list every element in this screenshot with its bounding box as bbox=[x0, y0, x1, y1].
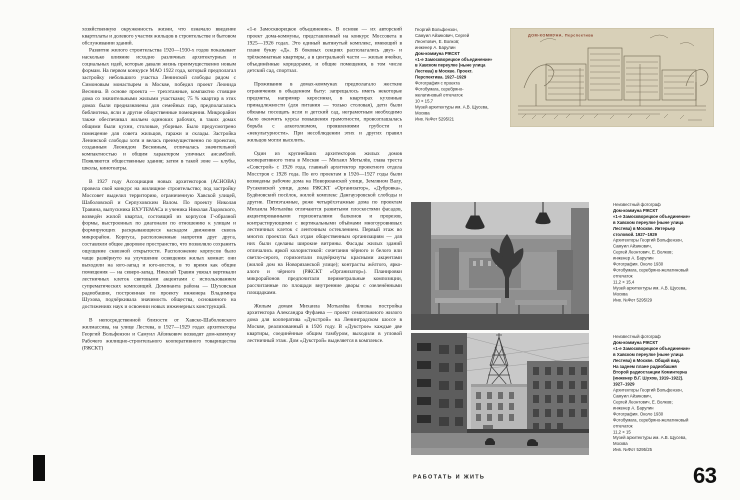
caption-line: (инженер В.Г. Шухов, 1919–1922). bbox=[613, 375, 684, 381]
print-mark bbox=[33, 455, 45, 481]
caption-line: Лестева) в Москве. Интерьер bbox=[613, 225, 676, 231]
caption-line: Инв. №Фот 5295/29 bbox=[613, 297, 652, 303]
caption-middle bbox=[613, 202, 739, 310]
caption-line: Музей архитектуры им. А.В. Щусева, bbox=[613, 435, 687, 441]
caption-line: Архитекторы Георгий Вольфензон, bbox=[613, 387, 683, 393]
caption-line: Перспектива. 1927–1929 bbox=[415, 74, 467, 80]
caption-line: Сергей Леонтович, Е. Волков; bbox=[613, 399, 673, 405]
left-page-column-1 bbox=[82, 26, 236, 420]
running-footer-text: РАБОТАТЬ И ЖИТЬ bbox=[413, 474, 486, 480]
street-view-shukhov-tower-photo bbox=[411, 333, 589, 455]
paragraph: В непосредственной близости от Хавско-Шаболовского жилмассива, на улице Лестева, в 1927—1929 годах архитекторы Георгий Вольфензон и Самуил Айзикович возводят дом-коммуну Рабочего жилищно-строительного кооперативного товарищества (РЖСКТ) bbox=[82, 317, 236, 351]
caption-line: отпечаток bbox=[613, 273, 633, 279]
column-2-text bbox=[247, 26, 402, 344]
caption-line: Москва bbox=[613, 441, 628, 447]
caption-line: «1-е Замоскворецкое объединение» bbox=[613, 345, 691, 351]
caption-line: Фотобумага, серебряно-желатиновый bbox=[613, 267, 689, 273]
caption-line: желатиновый отпечаток bbox=[415, 92, 463, 98]
caption-line: 10 × 15,7 bbox=[415, 98, 434, 104]
left-page-column-2 bbox=[247, 26, 402, 434]
caption-line: 1927–1929 bbox=[613, 381, 635, 387]
caption-line: столовой. 1927–1929 bbox=[613, 231, 657, 237]
caption-line: Инв. №Фот 5295/21 bbox=[415, 116, 454, 122]
caption-top bbox=[415, 27, 507, 127]
caption-line: Архитекторы Георгий Вольфензон, bbox=[613, 237, 683, 243]
caption-bottom bbox=[613, 334, 739, 460]
caption-line: Фотография. Около 1930 bbox=[613, 261, 664, 267]
caption-line: Фотобумага, серебряно-желатиновый bbox=[613, 417, 689, 423]
caption-line: Георгий Вольфензон, bbox=[415, 27, 458, 32]
caption-line: в Хавском переулке (ныне улица bbox=[613, 219, 684, 225]
caption-line: Второй радиостанции Коминтерна bbox=[613, 369, 688, 375]
caption-line: Леонтович, Е. Волков; bbox=[415, 38, 460, 44]
caption-middle-lines bbox=[613, 202, 739, 303]
caption-line: Неизвестный фотограф bbox=[613, 202, 661, 207]
caption-line: в Хавском переулке (ныне улица bbox=[415, 62, 486, 68]
caption-line: Музей архитектуры им. А.В. Щусева, bbox=[415, 104, 489, 110]
dining-hall-interior-photo bbox=[411, 202, 589, 330]
caption-line: в Хавском переулке (ныне улица bbox=[613, 351, 684, 357]
paragraph: Проживание в домах-коммунах предполагало жесткие ограничения в обыденном быту: запрещалось иметь некоторые предметы, например керосинки, в квартирах кухонные принадлежности (для питания — только столовая), дети были обязаны посещать ясли и детский сад, неграмотным необходимо было окончить курсы повышения грамотности, провозглашалась борьба с алкоголизмом, проявлениями грубости и «некультурности». При несоблюдении этих и других правил жильцов могли выселить. bbox=[247, 81, 402, 143]
column-1-text bbox=[82, 26, 236, 352]
caption-line: «1-е Замоскворецкое объединение» bbox=[613, 213, 691, 219]
caption-line: Самуил Айзикович, bbox=[613, 393, 652, 399]
paragraph: Развитие жилого строительства 1920—1930-х годов показывает насколько влияние исходно различных архитектурных и социальных идей, которые давали жизнь преимущественно новым формам. На первом конкурсе МАО 1922 года, который предполагал застройку небольшого участка Ленинской слободы рядом с Симоновым монастырем в Москве, победил проект Леонида Веснина. В основе проекта — трехэтажные, компактно стоящие дома со значительными жилыми участками; 75 % квартир в этих домах были предназначены для семейных пар, предполагались библиотека, ясли и другие общественные помещения. Микрорайон также обеспечивал жильем одиноких рабочих, в таких домах общими были кухни, столовые, уборные. Было предусмотрено помещение для совета жильцов, гаражи и склады. Застройка Ленинской слободы хотя и велась преимущественно по проектам, созданным Леонидом Весниным, отличалась значительной компактностью и общим характером уличных ансамблей. Появляются общественные здания; затем в такой зоне — клубы, школы, кинотеатры. bbox=[82, 47, 236, 172]
caption-line: 11,2 × 15,4 bbox=[613, 279, 635, 285]
caption-line: 11,2 × 15 bbox=[613, 429, 631, 435]
caption-line: Фотография с проекта bbox=[415, 80, 460, 86]
caption-line: Дом-коммуна РЖСКТ bbox=[613, 339, 658, 345]
dom-kommuna-perspective-drawing bbox=[510, 28, 714, 127]
caption-top-lines bbox=[415, 27, 507, 122]
caption-line: Фотография. Около 1930 bbox=[613, 411, 664, 417]
caption-line: Лестева) в Москве. Проект. bbox=[415, 68, 473, 74]
paragraph: «1-е Замоскворецкое объединение». В основе — их авторский проект дома-коммуны, представленный на конкурс Моссовета в 1925—1926 годах. Это единый вытянутый комплекс, имеющий в плане букву «Д». В боковых секциях располагались двух- и трёхкомнатные квартиры, а в центральной части — жилые ячейки, объединённые коридорами, и общие помещения, в том числе детский сад, спортзал. bbox=[247, 26, 402, 74]
caption-line: отпечаток bbox=[613, 423, 633, 429]
caption-line: Лестева) в Москве. Общий вид. bbox=[613, 357, 681, 363]
paragraph: Жилым домам Михаила Мотылёва близка постройка архитектора Александра Фуфаева — проект семиэтажного жилого дома для кооператива «Дукстрой» на Ленинградском шоссе в Москве, реализованный в 1926 году. В «Дукстрое» каждые две квартиры, соединённые общим тамбуром, выходили в угловой лестничный этаж. Дом «Дукстрой» выделяется в комплексе. bbox=[247, 303, 402, 344]
caption-line: Неизвестный фотограф bbox=[613, 334, 661, 339]
caption-line: Дом-коммуна РЖСКТ bbox=[613, 207, 658, 213]
caption-line: Самуил Айзикович, bbox=[613, 243, 652, 249]
caption-line: инженер А. Барулин bbox=[415, 44, 456, 50]
caption-line: На заднем плане радиобашня bbox=[613, 363, 677, 369]
running-footer-title bbox=[413, 474, 593, 484]
drawing-title-text: ДОМ-КОММУНА. Перспектива bbox=[528, 33, 594, 38]
caption-line: Самуил Айзикович, Сергей bbox=[415, 32, 470, 38]
drawing-title-label bbox=[528, 33, 648, 41]
paragraph: Один из крупнейших архитекторов жилых домов кооперативного типа в Москве — Михаил Мотылёв, глава треста «Совстрой» с 1926 года, главный архитектор проектного отдела Мосстроя с 1928 года. По его проектам в 1926—1927 годы были возведены рабочие дома на Новорязанской улице, Земляном Валу, Русаковской улице, дома РЖСКТ «Организатор», «Дубровка», Будёновский посёлок, жилой комплекс Дангауэровской слободы и другие. Пятиэтажные, реже четырёхэтажные дома по проектам Михаила Мотылёва отличаются развитыми плоскостями фасадов, акцентированными горизонталями балконов и прорезов, контрастирующими с вертикальными объёмами многоуровневых лестничных клеток с ленточным остеклением. Первый этаж во многих проектах был отдан общественным организациям — для них были сделаны широкие витрины. Фасады жилых зданий отличались яркой колористикой: сочетания чёрного и белого или светло-серого, горизонтали подчёркнуты красными акцентами (жилой дом на Новорязанской улице); контрасты жёлтого, ярко-алого и чёрного (РЖСКТ «Организатор»). Планировки микрорайонов предпочитали периметральные композиции, рассчитанные по площади внутренние дворы с озеленёнными площадками. bbox=[247, 150, 402, 296]
caption-line: Музей архитектуры им. А.В. Щусева, bbox=[613, 285, 687, 291]
caption-bottom-lines bbox=[613, 334, 739, 453]
page-number: 63 bbox=[693, 463, 717, 488]
caption-line: Фотобумага, серебряно- bbox=[415, 86, 464, 92]
caption-line: Дом-коммуна РЖСКТ bbox=[415, 50, 460, 56]
caption-line: «1-е Замоскворецкое объединение» bbox=[415, 56, 493, 62]
caption-line: Москва bbox=[613, 291, 628, 297]
caption-line: Москва bbox=[415, 110, 430, 116]
caption-line: инженер А. Барулин bbox=[613, 405, 654, 411]
caption-line: Сергей Леонтович, Е. Волков; bbox=[613, 249, 673, 255]
caption-line: Инв. №Фот 5295/25 bbox=[613, 447, 652, 453]
paragraph: В 1927 году Ассоциация новых архитекторов (АСНОВА) провела свой конкурс на жилищное строительство; под застройку Моссовет выделил территорию, ограниченную Хавской улицей, Шаболовской и Серпуховским Валом. По проекту Николая Травина, выпускника ВХУТЕМАСа и ученика Николая Ладовского, возведён жилой квартал, состоящий из корпусов Г-образной формы, выстроенных по диагонали по отношению к улицам и формирующих раскрывающиеся каскадом движения сквозь микрорайон. Корпуса, расположенные напротив друг друга, составляли общее дворовое пространство, что позволяло сохранить ощущение сквозной открытости. Расположение корпусов было чаще развёрнуто на улучшение освещения жилых комнат: они выходили на юго-запад и юго-восток, в то время как общие помещения — на северо-запад. Николай Травин увязал вертикали лестничных клеток световыми акцентами с использованием супрематических композиций. Доминанта района — Шуховская радиобашня, построенная по проекту инженера Владимира Шухова, подчёркивала значимость общества, основанного на достижениях наук и освоении новых инженерных конструкций. bbox=[82, 179, 236, 310]
paragraph: хозяйственную окруженность жизни, что означало введение квартплаты и долевого участия жильцов в строительстве и бытовом обслуживании зданий. bbox=[82, 26, 236, 46]
caption-line: инженер А. Барулин bbox=[613, 255, 654, 261]
